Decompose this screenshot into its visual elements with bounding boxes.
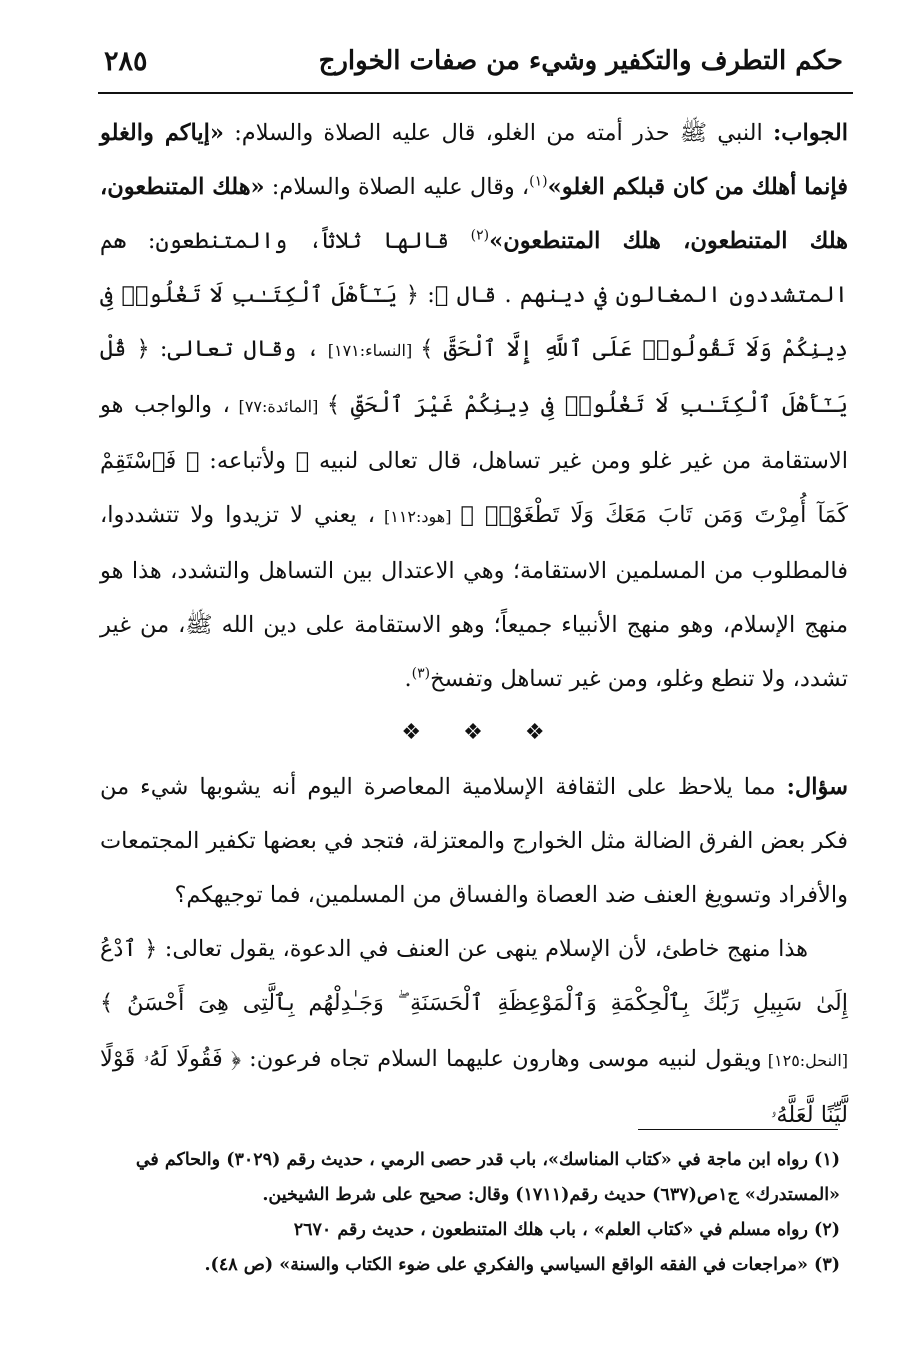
text-run: ، وقال عليه الصلاة والسلام: bbox=[264, 174, 530, 200]
verse-citation: [النحل:١٢٥] bbox=[761, 1051, 849, 1070]
verse-citation: [هود:١١٢] bbox=[374, 507, 461, 526]
text-run: النبي ﷺ حذر أمته من الغلو، قال عليه الصلاة والسلام: bbox=[223, 120, 773, 146]
footnote-1: (١) رواه ابن ماجة في «كتاب المناسك»، باب قدر حصى الرمي ، حديث رقم (٣٠٢٩) والحاكم في «المستدرك» ج١ص(٦٣٧) حديث رقم(١٧١١) وقال: صحيح على شرط الشيخين. bbox=[135, 1150, 840, 1205]
text-run: ، وقال تعالى: bbox=[149, 336, 320, 362]
quran-verse: ﴿ فَٱسْتَقِمْ كَمَآ أُمِرْتَ وَمَن تَابَ مَعَكَ وَلَا تَطْغَوْا۟ ﴾ bbox=[100, 448, 849, 528]
footnote-ref: (١) bbox=[529, 173, 548, 190]
footnote-3: (٣) «مراجعات في الفقه الواقع السياسي والفكري على ضوء الكتاب والسنة» (ص ٤٨). bbox=[204, 1255, 840, 1275]
main-text bbox=[100, 106, 848, 1142]
verse-citation: [النساء:١٧١] bbox=[319, 341, 421, 360]
footnotes bbox=[104, 1143, 840, 1283]
footnote-divider bbox=[638, 1129, 838, 1130]
quran-verse: ﴿ قُلْ يَـٰٓأَهْلَ ٱلْكِتَـٰبِ لَا تَغْلُوا۟ فِى دِينِكُمْ غَيْرَ ٱلْحَقِّ ﴾ bbox=[100, 336, 849, 418]
text-run: . bbox=[404, 666, 412, 692]
text-run: ، والواجب هو الاستقامة من غير غلو ومن غير تساهل، قال تعالى لنبيه ﷺ ولأتباعه: bbox=[100, 392, 848, 474]
footnote-ref: (٣) bbox=[411, 665, 431, 682]
diamond-ornament-icon: ❖ bbox=[463, 720, 485, 745]
text-run: هذا منهج خاطئ، لأن الإسلام ينهى عن العنف في الدعوة، يقول تعالى: bbox=[157, 936, 809, 962]
text-run: ، يعني لا تزيدوا ولا تتشددوا، فالمطلوب من المسلمين الاستقامة؛ وهي الاعتدال بين التساهل والتشدد، هذا هو منهج الإسلام، وهو منهج الأنبياء جميعاً؛ وهو الاستقامة على دين الله ﷺ، من غير تشدد، ولا تنطع وغلو، ومن غير تساهل وتفسخ bbox=[100, 502, 848, 692]
diamond-ornament-icon: ❖ bbox=[401, 720, 424, 745]
text-run: قالها ثلاثاً، والمتنطعون: هم المتشددون المغالون في دينهم . قال ﷺ: bbox=[100, 228, 848, 308]
page-number: ٢٨٥ bbox=[104, 46, 148, 77]
page-header bbox=[98, 38, 853, 94]
answer-paragraph bbox=[100, 106, 848, 706]
quran-verse: ﴿ يَـٰٓأَهْلَ ٱلْكِتَـٰبِ لَا تَغْلُوا۟ فِى دِينِكُمْ وَلَا تَقُولُوا۟ عَلَى ٱللَّهِ إِلَّا ٱلْحَقَّ ﴾ bbox=[100, 282, 849, 362]
hadith-quote: «إياكم والغلو فإنما أهلك من كان قبلكم الغلو» bbox=[100, 120, 848, 200]
diamond-ornament-icon: ❖ bbox=[524, 720, 547, 745]
quran-verse: ﴿ ٱدْعُ إِلَىٰ سَبِيلِ رَبِّكَ بِٱلْحِكْمَةِ وَٱلْمَوْعِظَةِ ٱلْحَسَنَةِ ۖ وَجَـٰدِلْهُم بِٱلَّتِى هِىَ أَحْسَنُ ﴾ bbox=[100, 936, 848, 1016]
verse-citation: [المائدة:٧٧] bbox=[229, 397, 327, 416]
answer-paragraph-2 bbox=[100, 922, 848, 1142]
footnote-ref: (٢) bbox=[470, 227, 490, 244]
text-run: ويقول لنبيه موسى وهارون عليهما السلام تجاه فرعون: bbox=[240, 1046, 762, 1072]
question-label: سؤال: bbox=[786, 774, 848, 800]
hadith-quote: «هلك المتنطعون، هلك المتنطعون، هلك المتنطعون» bbox=[100, 174, 849, 254]
section-separator bbox=[100, 706, 848, 760]
question-paragraph bbox=[100, 760, 848, 922]
running-title: حكم التطرف والتكفير وشيء من صفات الخوارج bbox=[318, 46, 843, 76]
quran-verse: ﴿ فَقُولَا لَهُۥ قَوْلًا لَّيِّنًا لَّعَلَّهُۥ bbox=[100, 1046, 848, 1128]
answer-label: الجواب: bbox=[773, 120, 848, 146]
question-text: مما يلاحظ على الثقافة الإسلامية المعاصرة اليوم أنه يشوبها شيء من فكر بعض الفرق الضالة مثل الخوارج والمعتزلة، فتجد في بعضها تكفير المجتمعات والأفراد وتسويغ العنف ضد العصاة والفساق من المسلمين، فما توجيهكم؟ bbox=[100, 774, 848, 908]
footnote-2: (٢) رواه مسلم في «كتاب العلم» ، باب هلك المتنطعون ، حديث رقم ٢٦٧٠ bbox=[293, 1220, 840, 1240]
